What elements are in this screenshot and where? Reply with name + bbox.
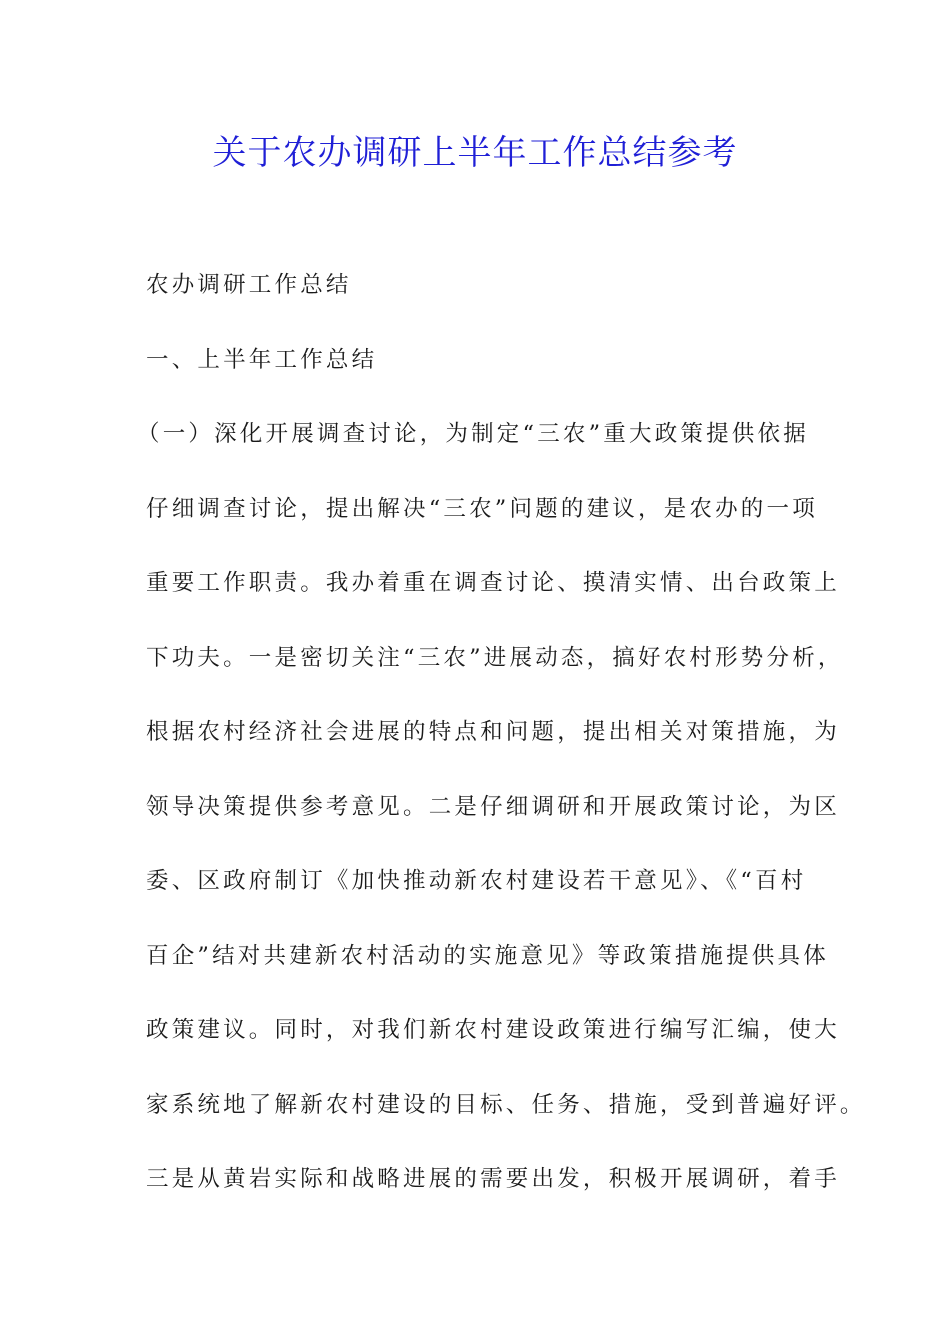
subsection-heading: （一）深化开展调查讨论，为制定“三农”重大政策提供依据	[137, 421, 809, 447]
paragraph-line: 下功夫。一是密切关注“三农”进展动态，搞好农村形势分析，	[146, 644, 844, 671]
paragraph-line: 委、区政府制订《加快推动新农村建设若干意见》、《“百村	[146, 868, 807, 894]
section-heading: 一、上半年工作总结	[146, 346, 378, 373]
paragraph-line: 重要工作职责。我办着重在调查讨论、摸清实情、出台政策上	[146, 570, 840, 596]
section-heading: 农办调研工作总结	[146, 272, 352, 298]
paragraph-line: 根据农村经济社会进展的特点和问题，提出相关对策措施，为	[146, 719, 840, 745]
paragraph-line: 家系统地了解新农村建设的目标、任务、措施，受到普遍好评。	[146, 1091, 866, 1118]
paragraph-line: 百企”结对共建新农村活动的实施意见》等政策措施提供具体	[146, 942, 829, 969]
paragraph-line: 仔细调查讨论，提出解决“三农”问题的建议，是农办的一项	[146, 495, 818, 522]
document-title: 关于农办调研上半年工作总结参考	[212, 133, 738, 173]
paragraph-line: 领导决策提供参考意见。二是仔细调研和开展政策讨论，为区	[146, 793, 840, 820]
paragraph-line: 三是从黄岩实际和战略进展的需要出发，积极开展调研，着手	[146, 1166, 840, 1192]
paragraph-line: 政策建议。同时，对我们新农村建设政策进行编写汇编，使大	[146, 1017, 840, 1043]
document-body	[137, 263, 866, 1232]
